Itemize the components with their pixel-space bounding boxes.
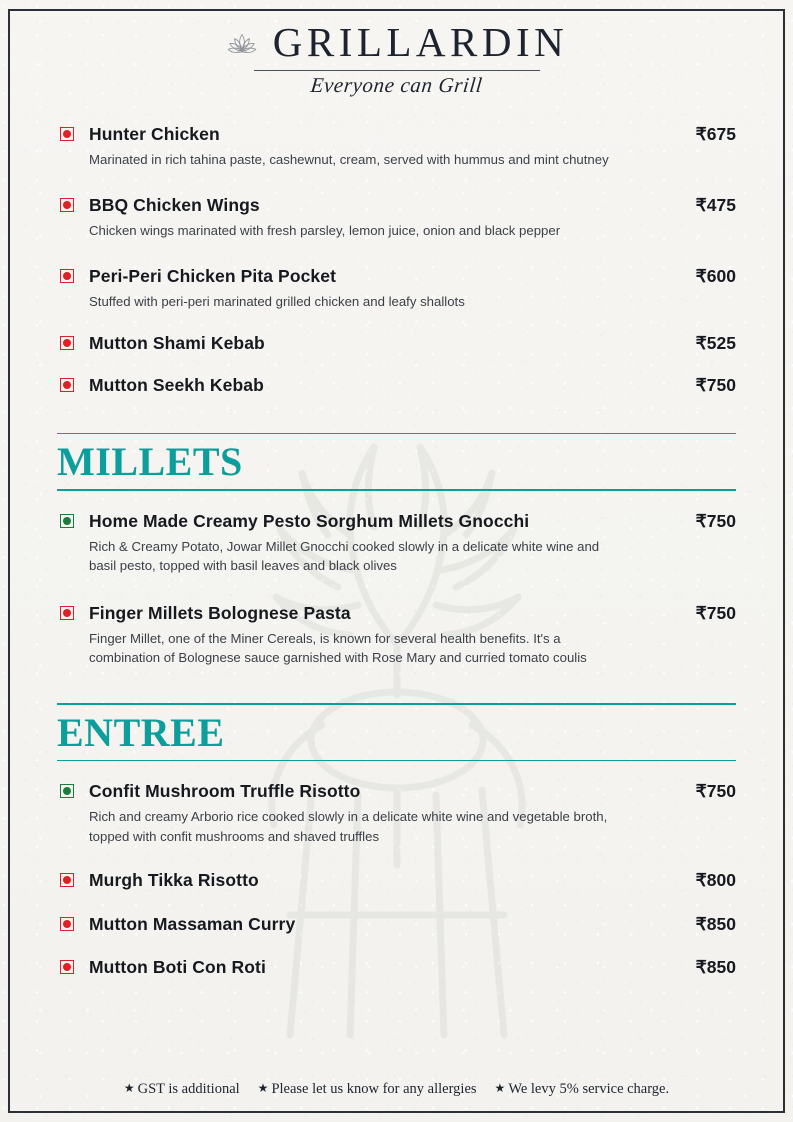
- menu-item-name: Mutton Boti Con Roti: [89, 957, 266, 978]
- footer-note: [495, 1081, 670, 1098]
- menu-item[interactable]: [57, 603, 736, 667]
- brand-divider: [254, 70, 540, 71]
- menu-item[interactable]: [57, 375, 736, 397]
- section-title: ENTREE: [57, 709, 225, 755]
- menu-item-head: [89, 333, 736, 355]
- menu-footer: [0, 1081, 793, 1098]
- menu-item-price: ₹525: [695, 333, 736, 354]
- menu-item-description: Rich & Creamy Potato, Jowar Millet Gnocchi cooked slowly in a delicate white wine and basil pesto, topped with basil leaves and black olives: [89, 538, 600, 573]
- footer-note: [258, 1081, 477, 1098]
- menu-item-head: [89, 266, 736, 288]
- menu-body: [57, 124, 736, 979]
- star-icon: ★: [494, 1081, 506, 1095]
- menu-item-name: Mutton Shami Kebab: [89, 333, 265, 354]
- menu-item[interactable]: [57, 957, 736, 979]
- menu-item-description: Marinated in rich tahina paste, cashewnut, cream, served with hummus and mint chutney: [89, 151, 609, 167]
- non-veg-indicator-icon: [60, 960, 74, 974]
- brand-row: [0, 19, 793, 65]
- menu-item-price: ₹850: [695, 913, 736, 934]
- non-veg-indicator-icon: [60, 269, 74, 283]
- non-veg-indicator-icon: [60, 336, 74, 350]
- menu-item-description: Rich and creamy Arborio rice cooked slowly in a delicate white wine and vegetable broth, topped with confit mushrooms and shaved truffles: [89, 809, 608, 844]
- footer-note-text: Please let us know for any allergies: [271, 1081, 477, 1097]
- menu-item[interactable]: [57, 511, 736, 575]
- brand-tagline: Everyone can Grill: [309, 73, 484, 97]
- section-title: MILLETS: [57, 439, 243, 485]
- menu-item-name: Murgh Tikka Risotto: [89, 869, 259, 890]
- menu-item-description: Stuffed with peri-peri marinated grilled chicken and leafy shallots: [89, 293, 465, 309]
- menu-item-price: ₹600: [695, 266, 736, 287]
- star-icon: ★: [257, 1081, 269, 1095]
- menu-item-head: [89, 603, 736, 625]
- lotus-icon: [225, 27, 259, 61]
- menu-item-name: Peri-Peri Chicken Pita Pocket: [89, 266, 337, 287]
- non-veg-indicator-icon: [60, 606, 74, 620]
- brand-name: GRILLARDIN: [272, 19, 569, 65]
- non-veg-indicator-icon: [60, 127, 74, 141]
- section-rule-bottom: [57, 489, 736, 491]
- menu-item-price: ₹750: [695, 510, 736, 531]
- menu-item-name: Finger Millets Bolognese Pasta: [89, 603, 351, 624]
- menu-item-name: Hunter Chicken: [89, 124, 220, 144]
- section-header-entree: [57, 703, 736, 761]
- menu-item[interactable]: [57, 124, 736, 169]
- menu-item-name: Confit Mushroom Truffle Risotto: [89, 781, 361, 802]
- menu-item-head: [89, 375, 736, 397]
- menu-item-price: ₹750: [695, 603, 736, 624]
- menu-item-name: Mutton Seekh Kebab: [89, 374, 264, 395]
- section-rule-bottom: [57, 760, 736, 762]
- menu-item[interactable]: [57, 914, 736, 936]
- menu-item-head: [89, 957, 736, 979]
- section-header-millets: [57, 433, 736, 491]
- menu-item[interactable]: [57, 333, 736, 355]
- non-veg-indicator-icon: [60, 917, 74, 931]
- footer-note: [124, 1081, 240, 1098]
- menu-item-head: [89, 124, 736, 146]
- non-veg-indicator-icon: [60, 378, 74, 392]
- menu-item-name: Home Made Creamy Pesto Sorghum Millets Gnocchi: [89, 510, 530, 531]
- menu-header: [0, 0, 793, 98]
- menu-item-price: ₹750: [695, 781, 736, 802]
- menu-item-head: [89, 781, 736, 803]
- non-veg-indicator-icon: [60, 198, 74, 212]
- menu-item-head: [89, 195, 736, 217]
- menu-item-price: ₹675: [695, 124, 736, 144]
- footer-note-text: GST is additional: [137, 1081, 240, 1097]
- star-icon: ★: [123, 1081, 135, 1095]
- menu-item[interactable]: [57, 266, 736, 311]
- menu-item-description: Finger Millet, one of the Miner Cereals, is known for several health benefits. It's a combination of Bolognese sauce garnished with Rose Mary and curried tomato coulis: [89, 631, 587, 666]
- menu-item-head: [89, 511, 736, 533]
- menu-item[interactable]: [57, 781, 736, 845]
- menu-item-price: ₹475: [695, 195, 736, 216]
- menu-item[interactable]: [57, 870, 736, 892]
- non-veg-indicator-icon: [60, 873, 74, 887]
- footer-note-text: We levy 5% service charge.: [508, 1081, 670, 1097]
- menu-item[interactable]: [57, 195, 736, 240]
- menu-item-price: ₹800: [695, 869, 736, 890]
- menu-item-head: [89, 870, 736, 892]
- menu-item-description: Chicken wings marinated with fresh parsley, lemon juice, onion and black pepper: [89, 222, 561, 238]
- menu-item-name: Mutton Massaman Curry: [89, 913, 296, 934]
- menu-item-price: ₹850: [695, 957, 736, 978]
- menu-item-name: BBQ Chicken Wings: [89, 195, 260, 216]
- veg-indicator-icon: [60, 514, 74, 528]
- menu-item-head: [89, 914, 736, 936]
- menu-item-price: ₹750: [695, 374, 736, 395]
- veg-indicator-icon: [60, 784, 74, 798]
